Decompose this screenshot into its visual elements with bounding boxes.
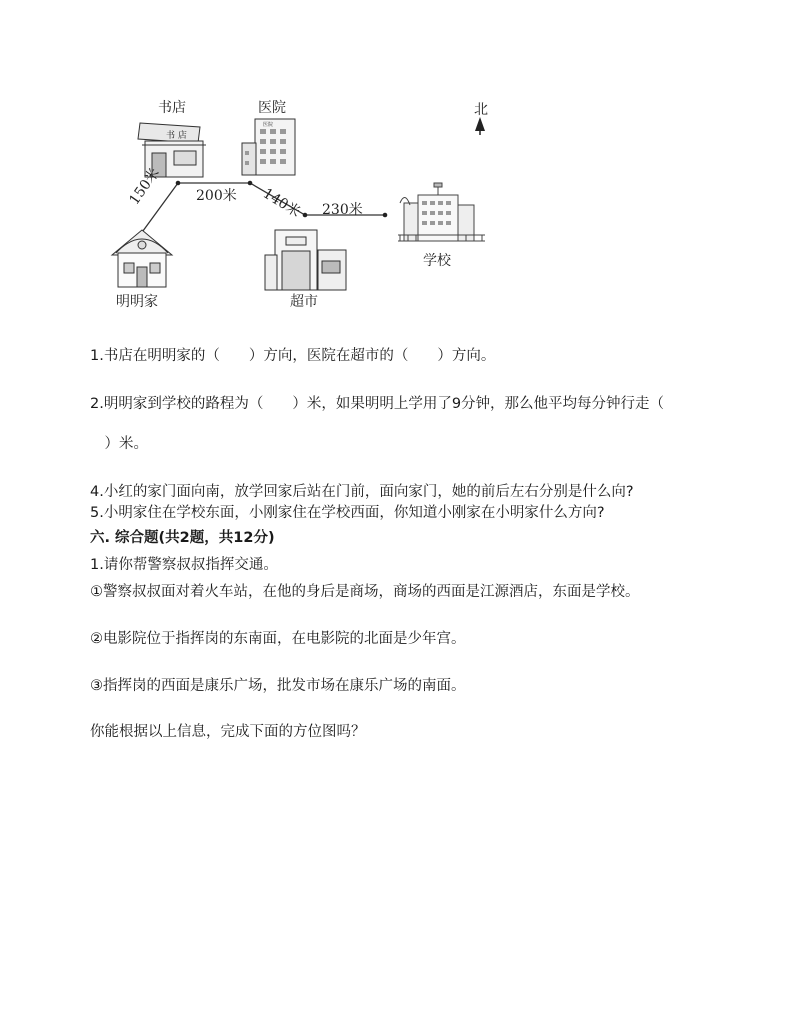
supermarket-icon [265, 230, 346, 290]
supermarket-label: 超市 [290, 294, 318, 310]
mingming-home-icon [112, 230, 172, 287]
route-node [248, 181, 253, 186]
hospital-sign: 医院 [263, 122, 274, 128]
school-icon [398, 183, 485, 241]
clue-1: ①警察叔叔面对着火车站，在他的身后是商场，商场的西面是江源酒店，东面是学校。 [90, 584, 640, 600]
completion-prompt: 你能根据以上信息，完成下面的方位图吗？ [90, 724, 366, 740]
question-2-line-2: ）米。 [90, 436, 148, 452]
route-node [176, 181, 181, 186]
route-map-drawing [100, 95, 520, 315]
question-5: 5.小明家住在学校东面，小刚家住在学校西面，你知道小刚家在小明家什么方向? [90, 505, 605, 521]
route-node [303, 213, 308, 218]
question-2-line-1: 2.明明家到学校的路程为（ ）米，如果明明上学用了9分钟，那么他平均每分钟行走（ [90, 396, 665, 412]
section-6-question-1-title: 1.请你帮警察叔叔指挥交通。 [90, 557, 278, 573]
question-4: 4.小红的家门面向南，放学回家后站在门前，面向家门，她的前后左右分别是什么向? [90, 484, 634, 500]
north-label: 北 [474, 102, 488, 118]
distance-bookstore-hospital: 200米 [196, 188, 237, 204]
north-arrow-icon [475, 117, 485, 135]
question-1: 1.书店在明明家的（ ）方向，医院在超市的（ ）方向。 [90, 348, 496, 364]
hospital-label: 医院 [258, 100, 286, 116]
distance-supermarket-school: 230米 [322, 202, 363, 218]
mingming-home-label: 明明家 [116, 294, 158, 310]
bookstore-label: 书店 [158, 100, 186, 116]
distance-home-bookstore: 150米 [126, 165, 163, 208]
distance-hospital-supermarket: 140米 [259, 185, 303, 221]
route-map-figure [100, 95, 520, 315]
route-node [383, 213, 388, 218]
section-6-heading: 六. 综合题(共2题，共12分) [90, 530, 275, 546]
school-label: 学校 [423, 253, 451, 269]
clue-2: ②电影院位于指挥岗的东南面，在电影院的北面是少年宫。 [90, 631, 466, 647]
clue-3: ③指挥岗的西面是康乐广场，批发市场在康乐广场的南面。 [90, 678, 466, 694]
bookstore-sign: 书 店 [166, 131, 187, 141]
